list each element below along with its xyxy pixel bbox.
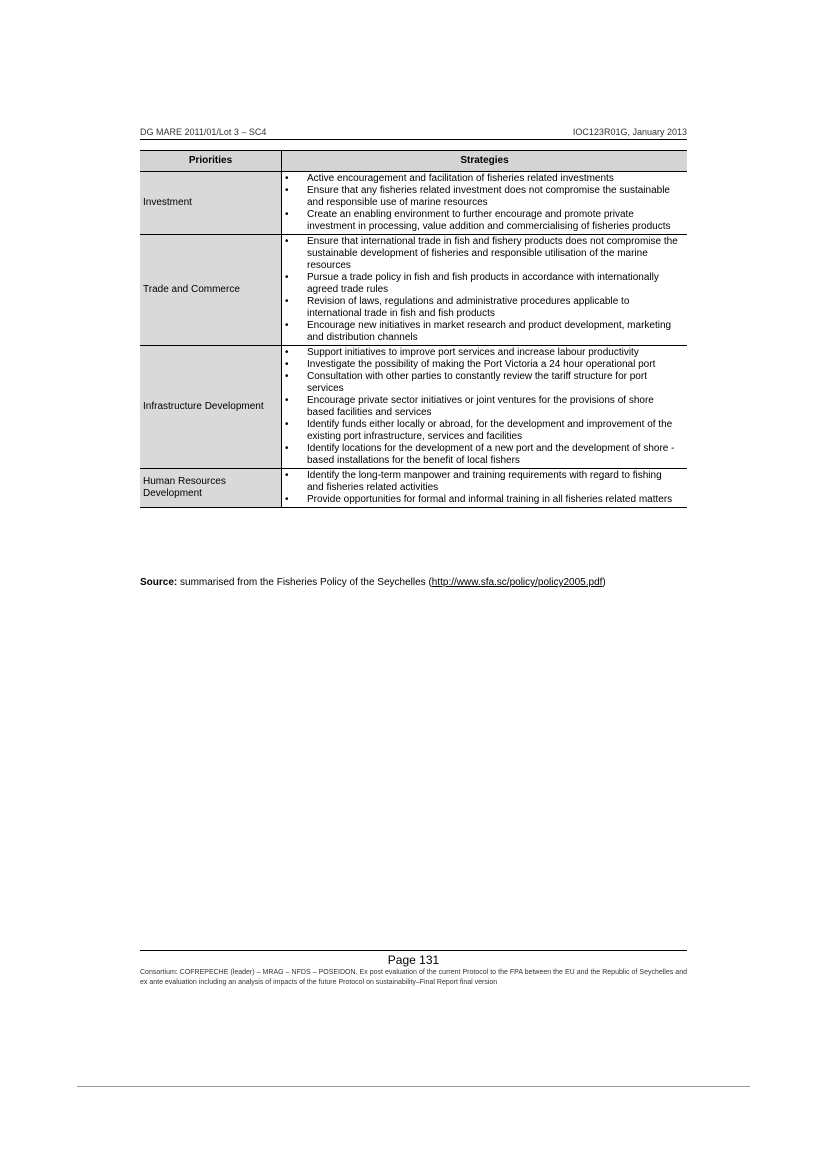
strategy-text: Pursue a trade policy in fish and fish products in accordance with internationally agreed trade rules xyxy=(307,272,659,295)
header-document-ref: DG MARE 2011/01/Lot 3 – SC4 xyxy=(140,127,267,137)
header-priorities: Priorities xyxy=(140,151,282,172)
list-item xyxy=(282,371,687,395)
strategy-text: Investigate the possibility of making the Port Victoria a 24 hour operational port xyxy=(307,359,656,370)
bullet-icon: • xyxy=(285,296,289,307)
strategies-cell xyxy=(282,346,688,469)
list-item xyxy=(282,209,687,233)
list-item xyxy=(282,296,687,320)
table-row xyxy=(140,469,687,508)
strategies-cell xyxy=(282,172,688,235)
header-report-ref: IOC123R01G, January 2013 xyxy=(572,127,687,137)
header-strategies: Strategies xyxy=(282,151,688,172)
list-item xyxy=(282,494,687,506)
strategy-text: Support initiatives to improve port services and increase labour productivity xyxy=(307,347,639,358)
priority-cell: Human Resources Development xyxy=(140,469,282,508)
bullet-icon: • xyxy=(285,494,289,505)
strategy-text: Consultation with other parties to constantly review the tariff structure for port services xyxy=(307,371,647,394)
strategy-text: Identify locations for the development of a new port and the development of shore - based installations for the benefit of local fishers xyxy=(307,443,675,466)
strategy-text: Encourage new initiatives in market research and product development, marketing and distribution channels xyxy=(307,320,672,343)
priority-cell: Trade and Commerce xyxy=(140,235,282,346)
strategy-text: Identify the long-term manpower and training requirements with regard to fishing and fisheries related activities xyxy=(307,470,662,493)
strategy-text: Ensure that international trade in fish and fishery products does not compromise the sustainable development of fisheries and responsible utilisation of the marine resources xyxy=(307,236,678,271)
bullet-icon: • xyxy=(285,359,289,370)
table-row xyxy=(140,346,687,469)
strategy-list xyxy=(282,236,687,344)
source-link[interactable]: http://www.sfa.sc/policy/policy2005.pdf xyxy=(431,577,603,588)
table-row xyxy=(140,172,687,235)
page-bottom-divider xyxy=(77,1086,750,1087)
strategy-text: Ensure that any fisheries related investment does not compromise the sustainable and responsible use of marine resources xyxy=(307,185,670,208)
list-item xyxy=(282,395,687,419)
footer-divider xyxy=(140,950,687,951)
strategy-list xyxy=(282,173,687,233)
table-body xyxy=(140,172,687,508)
source-text: summarised from the Fisheries Policy of the Seychelles ( xyxy=(177,577,432,588)
bullet-icon: • xyxy=(285,320,289,331)
priorities-strategies-table xyxy=(140,150,687,508)
strategy-text: Identify funds either locally or abroad, for the development and improvement of the existing port infrastructure, services and facilities xyxy=(307,419,673,442)
strategy-text: Provide opportunities for formal and informal training in all fisheries related matters xyxy=(307,494,673,505)
list-item xyxy=(282,185,687,209)
bullet-icon: • xyxy=(285,173,289,184)
bullet-icon: • xyxy=(285,470,289,481)
strategy-text: Encourage private sector initiatives or joint ventures for the provisions of shore based facilities and services xyxy=(307,395,654,418)
list-item xyxy=(282,419,687,443)
source-note xyxy=(140,577,606,588)
bullet-icon: • xyxy=(285,209,289,220)
list-item xyxy=(282,173,687,185)
bullet-icon: • xyxy=(285,419,289,430)
list-item xyxy=(282,272,687,296)
priority-cell: Infrastructure Development xyxy=(140,346,282,469)
list-item xyxy=(282,347,687,359)
priority-cell: Investment xyxy=(140,172,282,235)
bullet-icon: • xyxy=(285,395,289,406)
list-item xyxy=(282,320,687,344)
list-item xyxy=(282,359,687,371)
footer-consortium-text: Consortium: COFREPECHE (leader) – MRAG – NFDS – POSEIDON. Ex post evaluation of the current Protocol to the FPA between the EU and the Republic of Seychelles and ex ante evaluation including an analysis of impacts of the future Protocol on sustainability–Final Report final version xyxy=(140,969,687,986)
table-header-row xyxy=(140,151,687,172)
bullet-icon: • xyxy=(285,371,289,382)
list-item xyxy=(282,443,687,467)
bullet-icon: • xyxy=(285,443,289,454)
table-row xyxy=(140,235,687,346)
page-number: Page 131 xyxy=(387,953,440,967)
strategy-text: Active encouragement and facilitation of fisheries related investments xyxy=(307,173,614,184)
bullet-icon: • xyxy=(285,272,289,283)
strategies-cell xyxy=(282,235,688,346)
bullet-icon: • xyxy=(285,347,289,358)
list-item xyxy=(282,236,687,272)
strategy-text: Revision of laws, regulations and administrative procedures applicable to international trade in fish and fish products xyxy=(307,296,630,319)
strategy-list xyxy=(282,347,687,467)
strategy-list xyxy=(282,470,687,506)
page-header xyxy=(140,127,687,138)
bullet-icon: • xyxy=(285,185,289,196)
source-close: ) xyxy=(602,577,606,588)
bullet-icon: • xyxy=(285,236,289,247)
header-divider xyxy=(140,139,687,140)
strategy-text: Create an enabling environment to further encourage and promote private investment in processing, value addition and commercialising of fisheries products xyxy=(307,209,671,232)
strategies-cell xyxy=(282,469,688,508)
source-label: Source: xyxy=(140,577,178,588)
list-item xyxy=(282,470,687,494)
